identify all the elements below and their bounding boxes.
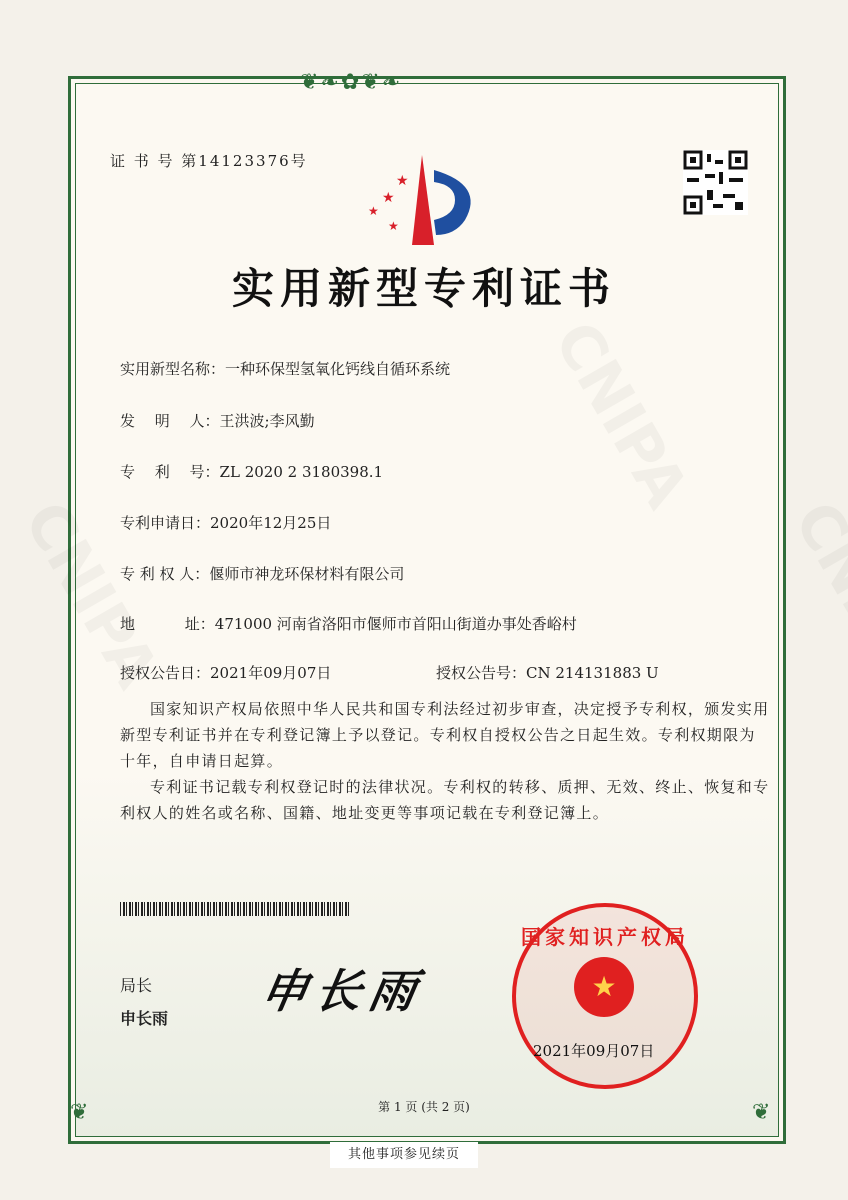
field-patent-number (120, 461, 383, 482)
stamp-text: 国家知识产权局 (521, 925, 689, 949)
paragraph: 专利证书记载专利权登记时的法律状况。专利权的转移、质押、无效、终止、恢复和专利权人的姓名或名称、国籍、地址变更等事项记载在专利登记簿上。 (120, 778, 770, 822)
field-label: 专 利 号： (120, 463, 220, 481)
field-grant-date (120, 662, 331, 683)
qr-code (683, 150, 748, 215)
field-application-date (120, 512, 331, 533)
field-label: 授权公告日： (120, 664, 211, 682)
top-ornament: ❦❧✿❦❧ (300, 70, 403, 95)
corner-ornament: ❦ (752, 1100, 773, 1125)
field-utility-model-name (120, 358, 450, 379)
field-patentee (120, 563, 404, 584)
paragraph: 国家知识产权局依照中华人民共和国专利法经过初步审查，决定授予专利权，颁发实用新型专利证书并在专利登记簿上予以登记。专利权自授权公告之日起生效。专利权期限为十年，自申请日起算。 (120, 700, 770, 770)
field-value: 王洪波;李风勤 (219, 412, 315, 430)
svg-text:★: ★ (368, 204, 379, 218)
field-value: 偃师市神龙环保材料有限公司 (209, 565, 405, 583)
watermark (780, 490, 848, 699)
field-value: 2021年09月07日 (210, 664, 332, 682)
corner-ornament: ❦ (70, 1100, 91, 1125)
certificate-number: 证 书 号 第14123376号 (110, 152, 308, 170)
stamp-date: 2021年09月07日 (533, 1042, 655, 1060)
national-emblem-icon: ★ (574, 957, 634, 1017)
svg-text:★: ★ (388, 219, 399, 233)
official-stamp (512, 903, 698, 1089)
signature: 申长雨 (256, 964, 429, 1018)
cnipa-logo (360, 150, 490, 250)
field-value: ZL 2020 2 3180398.1 (219, 463, 384, 481)
field-label: 专利申请日： (120, 514, 211, 532)
svg-text:★: ★ (382, 190, 395, 206)
field-value: 471000 河南省洛阳市偃师市首阳山街道办事处香峪村 (214, 615, 577, 633)
field-address (120, 613, 577, 634)
footer-note: 其他事项参见续页 (330, 1142, 478, 1168)
certificate-title: 实用新型专利证书 (231, 264, 616, 313)
field-label: 地 址： (120, 615, 215, 633)
field-label: 发 明 人： (120, 412, 220, 430)
field-value: 2020年12月25日 (210, 514, 332, 532)
field-grant-number (436, 662, 659, 683)
field-label: 授权公告号： (436, 664, 527, 682)
director-name: 申长雨 (120, 1009, 169, 1028)
barcode (120, 902, 350, 916)
field-label: 实用新型名称： (120, 360, 226, 378)
field-value: CN 214131883 U (526, 664, 659, 682)
field-inventors (120, 410, 315, 431)
field-label: 专 利 权 人： (120, 565, 210, 583)
director-title: 局长 (120, 976, 153, 995)
svg-text:★: ★ (396, 173, 409, 189)
page-info: 第 1 页 (共 2 页) (378, 1100, 470, 1114)
field-value: 一种环保型氢氧化钙线自循环系统 (225, 360, 451, 378)
